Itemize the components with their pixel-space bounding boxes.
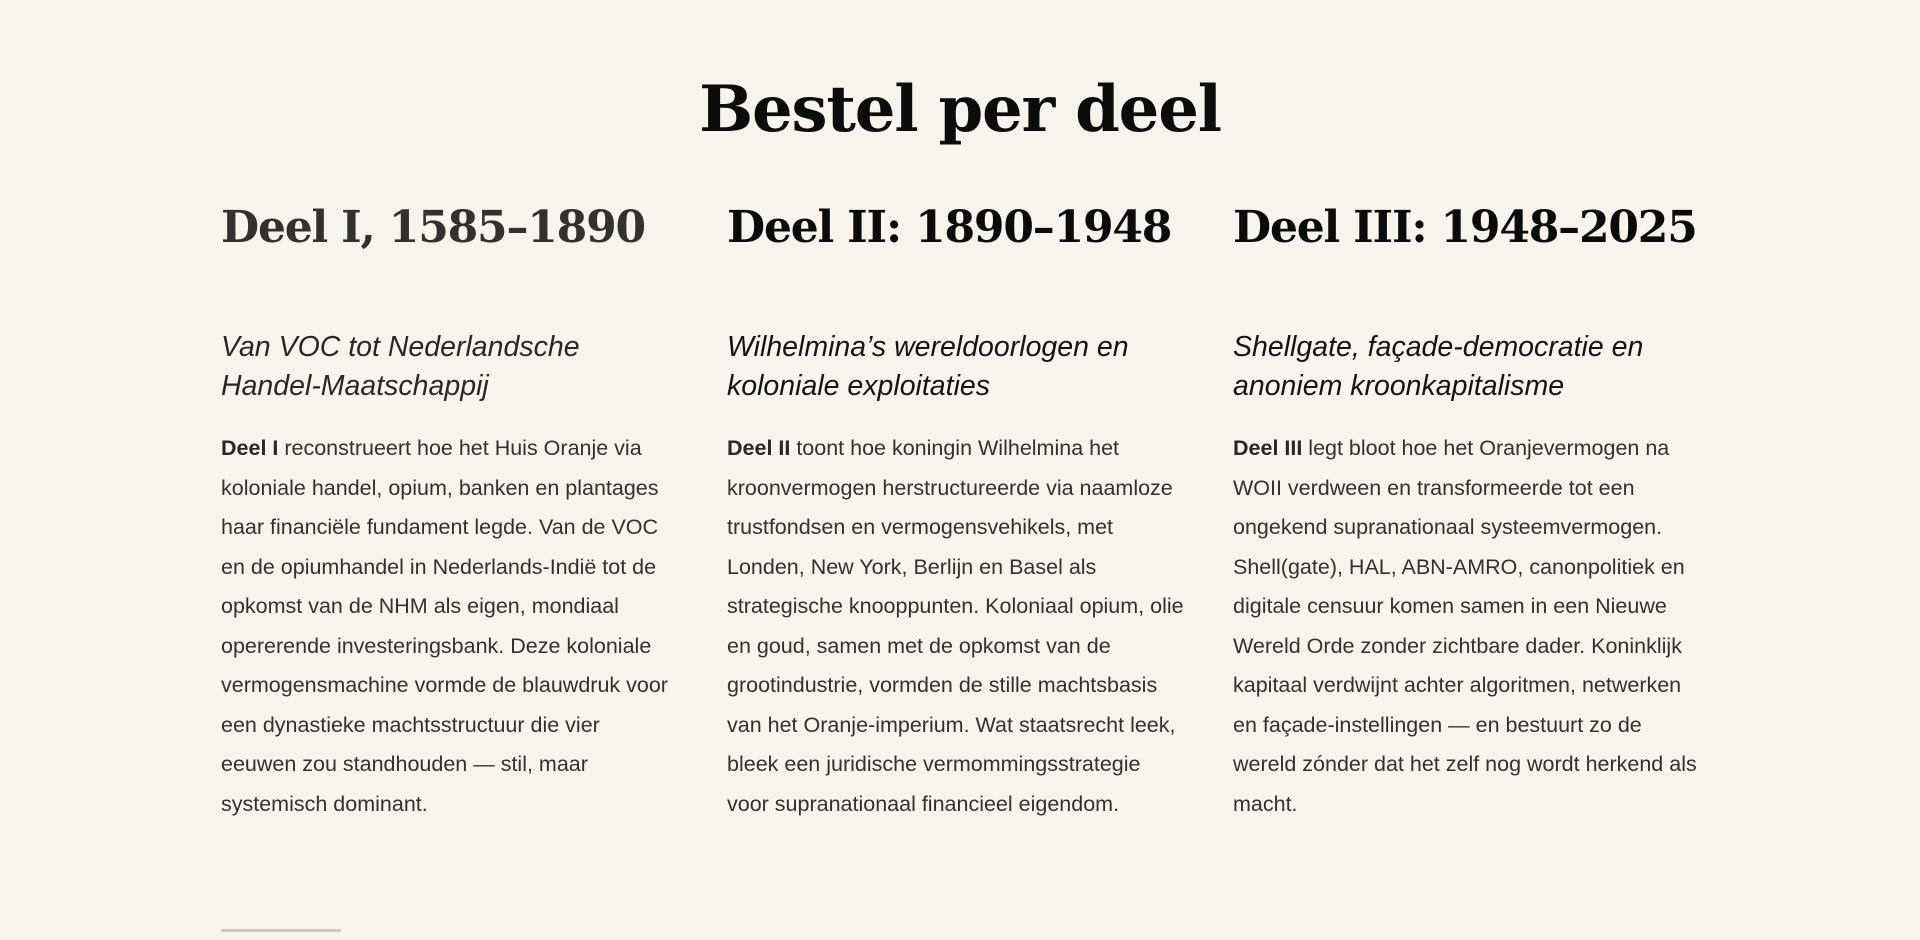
volume-lead: Deel III [1233, 436, 1303, 460]
volume-title: Deel III: 1948–2025 [1233, 202, 1697, 253]
volume-column-2 [727, 198, 1187, 824]
volume-description [221, 429, 681, 824]
page-title: Bestel per deel [699, 72, 1221, 147]
volume-description [1233, 429, 1703, 824]
volume-body: reconstrueert hoe het Huis Oranje via koloniale handel, opium, banken en plantages haar financiële fundament legde. Van de VOC en de opiumhandel in Nederlands-Indië tot de opkomst van de NHM als eigen, mondiaal opererende investeringsbank. Deze koloniale vermogensmachine vormde de blauwdruk voor een dynastieke machtsstructuur die vier eeuwen zou standhouden — stil, maar systemisch dominant. [221, 436, 668, 816]
volume-body: legt bloot hoe het Oranjevermogen na WOII verdween en transformeerde tot een ongekend supranationaal systeemvermogen. Shell(gate), HAL, ABN-AMRO, canonpolitiek en digitale censuur komen samen in een Nieuwe Wereld Orde zonder zichtbare dader. Koninklijk kapitaal verdwijnt achter algoritmen, netwerken en façade-instellingen — en bestuurt zo de wereld zónder dat het zelf nog wordt herkend als macht. [1233, 436, 1697, 816]
volume-lead: Deel I [221, 436, 279, 460]
next-section-heading-cutoff [221, 920, 361, 940]
volume-title: Deel I, 1585–1890 [221, 202, 645, 253]
volumes-grid [221, 198, 1711, 824]
volume-title: Deel II: 1890–1948 [727, 202, 1172, 253]
volume-lead: Deel II [727, 436, 791, 460]
volume-subtitle: Wilhelmina’s wereldoorlogen en koloniale exploitaties [727, 331, 1129, 402]
volume-description [727, 429, 1187, 824]
volume-column-1 [221, 198, 681, 824]
volume-subtitle: Shellgate, façade-democratie en anoniem kroonkapitalisme [1233, 331, 1644, 402]
volume-subtitle: Van VOC tot Nederlandsche Handel-Maatschappij [221, 331, 580, 402]
volume-column-3 [1233, 198, 1703, 824]
volume-body: toont hoe koningin Wilhelmina het kroonvermogen herstructureerde via naamloze trustfondsen en vermogensvehikels, met Londen, New York, Berlijn en Basel als strategische knooppunten. Koloniaal opium, olie en goud, samen met de opkomst van de grootindustrie, vormden de stille machtsbasis van het Oranje-imperium. Wat staatsrecht leek, bleek een juridische vermommingsstrategie voor supranationaal financieel eigendom. [727, 436, 1184, 816]
